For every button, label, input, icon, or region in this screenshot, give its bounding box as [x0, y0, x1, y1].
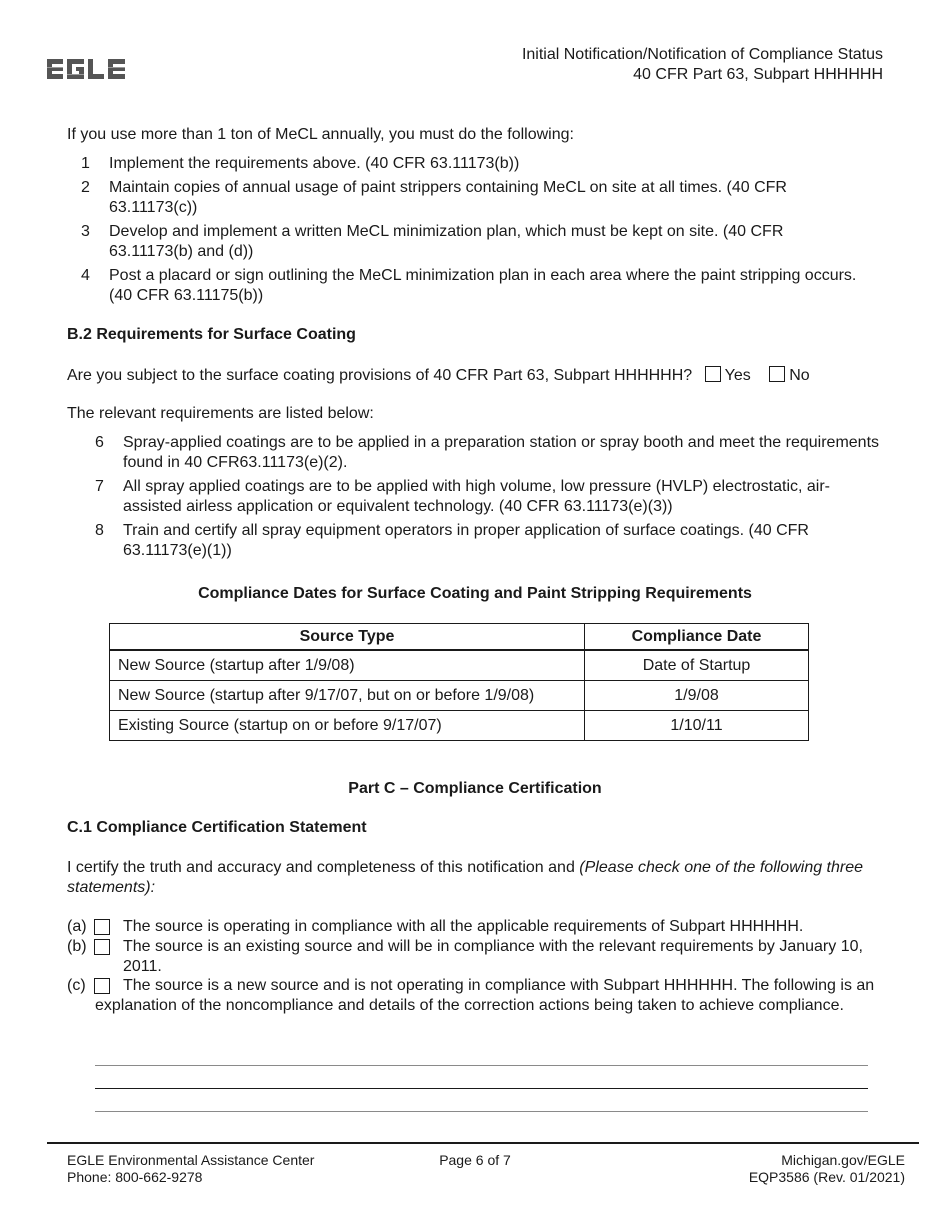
compliance-date-cell: Date of Startup [585, 650, 809, 681]
surface-coating-question [67, 366, 810, 385]
column-header: Compliance Date [585, 624, 809, 651]
no-label: No [789, 367, 810, 384]
item-number: 6 [95, 434, 104, 451]
document-header [522, 45, 883, 85]
certification-statement [67, 858, 887, 898]
page-number: Page 6 of 7 [439, 1152, 511, 1168]
footer-form-id: EQP3586 (Rev. 01/2021) [748, 1169, 905, 1185]
item-number: 8 [95, 522, 104, 539]
explanation-line-3[interactable] [95, 1111, 868, 1112]
b2-heading: B.2 Requirements for Surface Coating [67, 326, 356, 343]
list-item [81, 154, 871, 174]
footer-phone: Phone: 800-662-9278 [67, 1169, 203, 1185]
yes-checkbox[interactable] [705, 366, 721, 382]
item-text: Train and certify all spray equipment operators in proper application of surface coatings. (40 CFR 63.11173(e)(1)) [123, 522, 809, 559]
compliance-dates-table [109, 623, 809, 741]
item-number: 7 [95, 478, 104, 495]
option-text: The source is an existing source and will be in compliance with the relevant requirements by January 10, 2011. [123, 938, 863, 975]
table-row [110, 650, 809, 681]
item-text: Develop and implement a written MeCL minimization plan, which must be kept on site. (40 CFR 63.11173(b) and (d)) [109, 223, 784, 260]
mecl-intro: If you use more than 1 ton of MeCL annually, you must do the following: [67, 126, 574, 143]
table-row [110, 711, 809, 741]
source-type-cell: New Source (startup after 1/9/08) [110, 650, 585, 681]
option-a [67, 917, 877, 937]
explanation-line-2[interactable] [95, 1088, 868, 1089]
table-title: Compliance Dates for Surface Coating and Paint Stripping Requirements [198, 585, 752, 602]
option-label: (a) [67, 918, 87, 935]
option-c-checkbox[interactable] [94, 978, 110, 994]
item-text: Maintain copies of annual usage of paint strippers containing MeCL on site at all times. (40 CFR 63.11173(c)) [109, 179, 787, 216]
no-checkbox[interactable] [769, 366, 785, 382]
question-text: Are you subject to the surface coating provisions of 40 CFR Part 63, Subpart HHHHHH? [67, 367, 693, 384]
cert-text: I certify the truth and accuracy and completeness of this notification and [67, 859, 575, 876]
mecl-requirements-list [81, 154, 871, 310]
item-number: 1 [81, 155, 90, 172]
explanation-line-1[interactable] [95, 1065, 868, 1066]
item-text: All spray applied coatings are to be applied with high volume, low pressure (HVLP) electrostatic, air-assisted airless application or equivalent technology. (40 CFR 63.11173(e)(3)) [123, 478, 831, 515]
source-type-cell: New Source (startup after 9/17/07, but on or before 1/9/08) [110, 681, 585, 711]
surface-coating-requirements-list [95, 433, 885, 565]
item-text: Spray-applied coatings are to be applied in a preparation station or spray booth and meet the requirements found in 40 CFR63.11173(e)(2). [123, 434, 880, 471]
compliance-date-cell: 1/9/08 [585, 681, 809, 711]
relevant-intro: The relevant requirements are listed below: [67, 405, 374, 422]
part-c-title: Part C – Compliance Certification [348, 780, 602, 797]
option-label: (b) [67, 938, 87, 955]
table-header-row [110, 624, 809, 651]
list-item [81, 222, 871, 262]
footer-divider [47, 1142, 919, 1144]
egle-logo [47, 57, 127, 81]
option-text: The source is operating in compliance with all the applicable requirements of Subpart HHHHHH. [123, 918, 804, 935]
option-b [67, 937, 877, 977]
list-item [81, 266, 871, 306]
source-type-cell: Existing Source (startup on or before 9/17/07) [110, 711, 585, 741]
item-text: Post a placard or sign outlining the MeCL minimization plan in each area where the paint stripping occurs. (40 CFR 63.11175(b)) [109, 267, 857, 304]
item-text: Implement the requirements above. (40 CFR 63.11173(b)) [109, 155, 520, 172]
header-regulation: 40 CFR Part 63, Subpart HHHHHH [633, 66, 883, 83]
list-item [81, 178, 871, 218]
list-item [95, 433, 885, 473]
item-number: 3 [81, 223, 90, 240]
option-a-checkbox[interactable] [94, 919, 110, 935]
header-title: Initial Notification/Notification of Compliance Status [521, 46, 883, 63]
item-number: 2 [81, 179, 90, 196]
option-c [67, 976, 877, 1016]
footer-org: EGLE Environmental Assistance Center [67, 1152, 315, 1168]
cert-instruction: (Please check one of the following three statements): [67, 859, 864, 896]
yes-label: Yes [724, 367, 751, 384]
footer-right [749, 1152, 905, 1186]
list-item [95, 477, 885, 517]
list-item [95, 521, 885, 561]
c1-heading: C.1 Compliance Certification Statement [67, 819, 367, 836]
footer-website: Michigan.gov/EGLE [781, 1152, 905, 1168]
table-row [110, 681, 809, 711]
option-label: (c) [67, 977, 86, 994]
compliance-date-cell: 1/10/11 [585, 711, 809, 741]
item-number: 4 [81, 267, 90, 284]
option-b-checkbox[interactable] [94, 939, 110, 955]
column-header: Source Type [110, 624, 585, 651]
option-text: The source is a new source and is not operating in compliance with Subpart HHHHHH. The following is an explanation of the noncompliance and details of the correction actions being taken to achieve compliance. [95, 977, 875, 1014]
